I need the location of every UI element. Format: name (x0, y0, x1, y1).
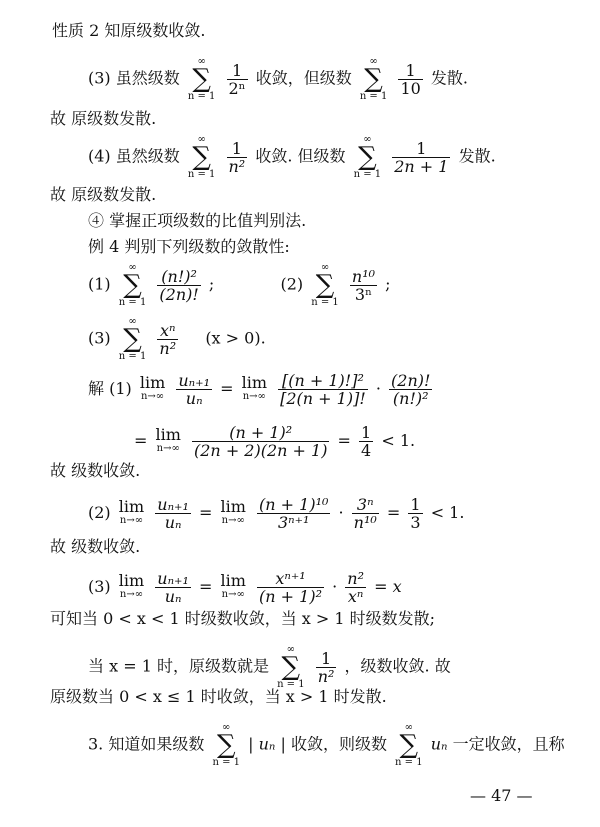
sum-sign: ∞ ∑ n = 1 (311, 262, 339, 308)
fraction: $\frac{1}{\text{n²}}$ (317, 648, 335, 686)
limit-operator: lim n→∞ (241, 372, 268, 402)
fraction: $\frac{1}{3}$ (410, 495, 421, 532)
text-line-17: 当 x = 1 时，原级数就是 ∞ ∑ n = 1 $\frac{1}{\text{n²}}$ ，级数收敛. 故 (88, 644, 451, 690)
text-line-18: 原级数当 0 < x ≤ 1 时收敛，当 x > 1 时发散. (50, 687, 387, 706)
page-number: — 47 — (470, 786, 533, 805)
fraction: $\frac{\text{n²}}{\text{xⁿ}}$ (347, 569, 364, 606)
fraction: $\frac{1}{\text{2ⁿ}}$ (228, 60, 246, 98)
sum-sign: ∞ ∑ n = 1 (395, 722, 423, 768)
fraction: $\frac{(2n)!}{\text{(n!)²}}$ (391, 371, 431, 408)
text-line-3: 故 原级数发散. (50, 109, 157, 128)
fraction: $\frac{\text{uₙ₊₁}}{\text{uₙ}}$ (157, 495, 189, 532)
sum-sign: ∞ ∑ n = 1 (187, 134, 216, 180)
sum-sign: ∞ ∑ n = 1 (277, 644, 305, 690)
fraction: $\frac{1}{2n + 1}$ (394, 138, 449, 176)
fraction: $\frac{\text{uₙ₊₁}}{\text{uₙ}}$ (178, 371, 211, 408)
text-line-5: 故 原级数发散. (50, 185, 157, 204)
sum-sign: ∞ ∑ n = 1 (118, 262, 147, 308)
text-line-8: (1) ∞ ∑ n = 1 $\frac{\text{(n!)²}}{(2n)!}$ ; (2) ∞ ∑ n = 1 $\frac{\text{n¹⁰}}{\text{3ⁿ}}$ ; (88, 262, 391, 308)
sum-sign: ∞ ∑ n = 1 (212, 722, 240, 768)
text-line-2: (3) 虽然级数 ∞ ∑ n = 1 $\frac{1}{\text{2ⁿ}}$ 收敛，但级数 ∞ ∑ n = 1 $\frac{1}{10}$ 发散. (88, 56, 468, 102)
text-line-11: = lim n→∞ $\frac{\text{(n + 1)²}}{(2n + 2)(2n + 1)}$ = $\frac{1}{4}$ < 1. (134, 423, 416, 460)
fraction: $\frac{1}{10}$ (400, 60, 421, 98)
sum-sign: ∞ ∑ n = 1 (187, 56, 216, 102)
text-line-16: 可知当 0 < x < 1 时级数收敛，当 x > 1 时级数发散; (50, 609, 436, 628)
fraction: $\frac{\text{xⁿ}}{\text{n²}}$ (159, 320, 177, 358)
limit-operator: lim n→∞ (220, 496, 246, 526)
text-line-9: (3) ∞ ∑ n = 1 $\frac{\text{xⁿ}}{\text{n²}}$ (x > 0). (88, 316, 266, 362)
text-line-14: 故 级数收敛. (50, 537, 141, 556)
sum-sign: ∞ ∑ n = 1 (353, 134, 382, 180)
text-line-7: 例 4 判别下列级数的敛散性: (88, 237, 290, 256)
sum-sign: ∞ ∑ n = 1 (359, 56, 388, 102)
fraction: $\frac{\text{uₙ₊₁}}{\text{uₙ}}$ (157, 569, 189, 606)
sum-sign: ∞ ∑ n = 1 (118, 316, 147, 362)
limit-operator: lim n→∞ (220, 570, 246, 600)
limit-operator: lim n→∞ (118, 496, 145, 526)
fraction: $\frac{\text{(n + 1)²}}{(2n + 2)(2n + 1)}$ (194, 423, 328, 460)
limit-operator: lim n→∞ (118, 570, 145, 600)
text-line-19: 3. 知道如果级数 ∞ ∑ n = 1 | uₙ | 收敛，则级数 ∞ ∑ n = 1 uₙ 一定收敛，且称 (88, 722, 565, 768)
fraction: $\frac{\text{(n!)²}}{(2n)!}$ (159, 266, 199, 304)
text-line-10: 解 (1) lim n→∞ $\frac{\text{uₙ₊₁}}{\text{uₙ}}$ = lim n→∞ $\frac{\text{[(n + 1)!]²}}{[2(n + 1)]!}$ · $\frac{(2n)!}{\text{(n!)²}}$ (88, 371, 431, 408)
text-line-4: (4) 虽然级数 ∞ ∑ n = 1 $\frac{1}{\text{n²}}$ 收敛. 但级数 ∞ ∑ n = 1 $\frac{1}{2n + 1}$ 发散. (88, 134, 496, 180)
fraction: $\frac{\text{[(n + 1)!]²}}{[2(n + 1)]!}$ (280, 371, 366, 408)
text-line-13: (2) lim n→∞ $\frac{\text{uₙ₊₁}}{\text{uₙ}}$ = lim n→∞ $\frac{\text{(n + 1)¹⁰}}{\text{3ⁿ⁺¹}}$ · $\frac{\text{3ⁿ}}{\text{n¹⁰}}$ = $\frac{1}{3}$ < 1. (88, 495, 465, 532)
limit-operator: lim n→∞ (139, 372, 166, 402)
limit-operator: lim n→∞ (155, 424, 181, 454)
fraction: $\frac{1}{4}$ (361, 423, 372, 460)
text-line-6: ④ 掌握正项级数的比值判别法. (88, 211, 307, 230)
text-line-15: (3) lim n→∞ $\frac{\text{uₙ₊₁}}{\text{uₙ}}$ = lim n→∞ $\frac{\text{xⁿ⁺¹}}{\text{(n + 1)²}}$ · $\frac{\text{n²}}{\text{xⁿ}}$ = x (88, 569, 402, 606)
text-line-1: 性质 2 知原级数收敛. (52, 21, 206, 40)
fraction: $\frac{\text{xⁿ⁺¹}}{\text{(n + 1)²}}$ (259, 569, 322, 606)
text-line-12: 故 级数收敛. (50, 461, 141, 480)
fraction: $\frac{1}{\text{n²}}$ (228, 138, 246, 176)
fraction: $\frac{\text{(n + 1)¹⁰}}{\text{3ⁿ⁺¹}}$ (259, 495, 329, 532)
fraction: $\frac{\text{3ⁿ}}{\text{n¹⁰}}$ (353, 495, 377, 532)
fraction: $\frac{\text{n¹⁰}}{\text{3ⁿ}}$ (351, 266, 376, 304)
